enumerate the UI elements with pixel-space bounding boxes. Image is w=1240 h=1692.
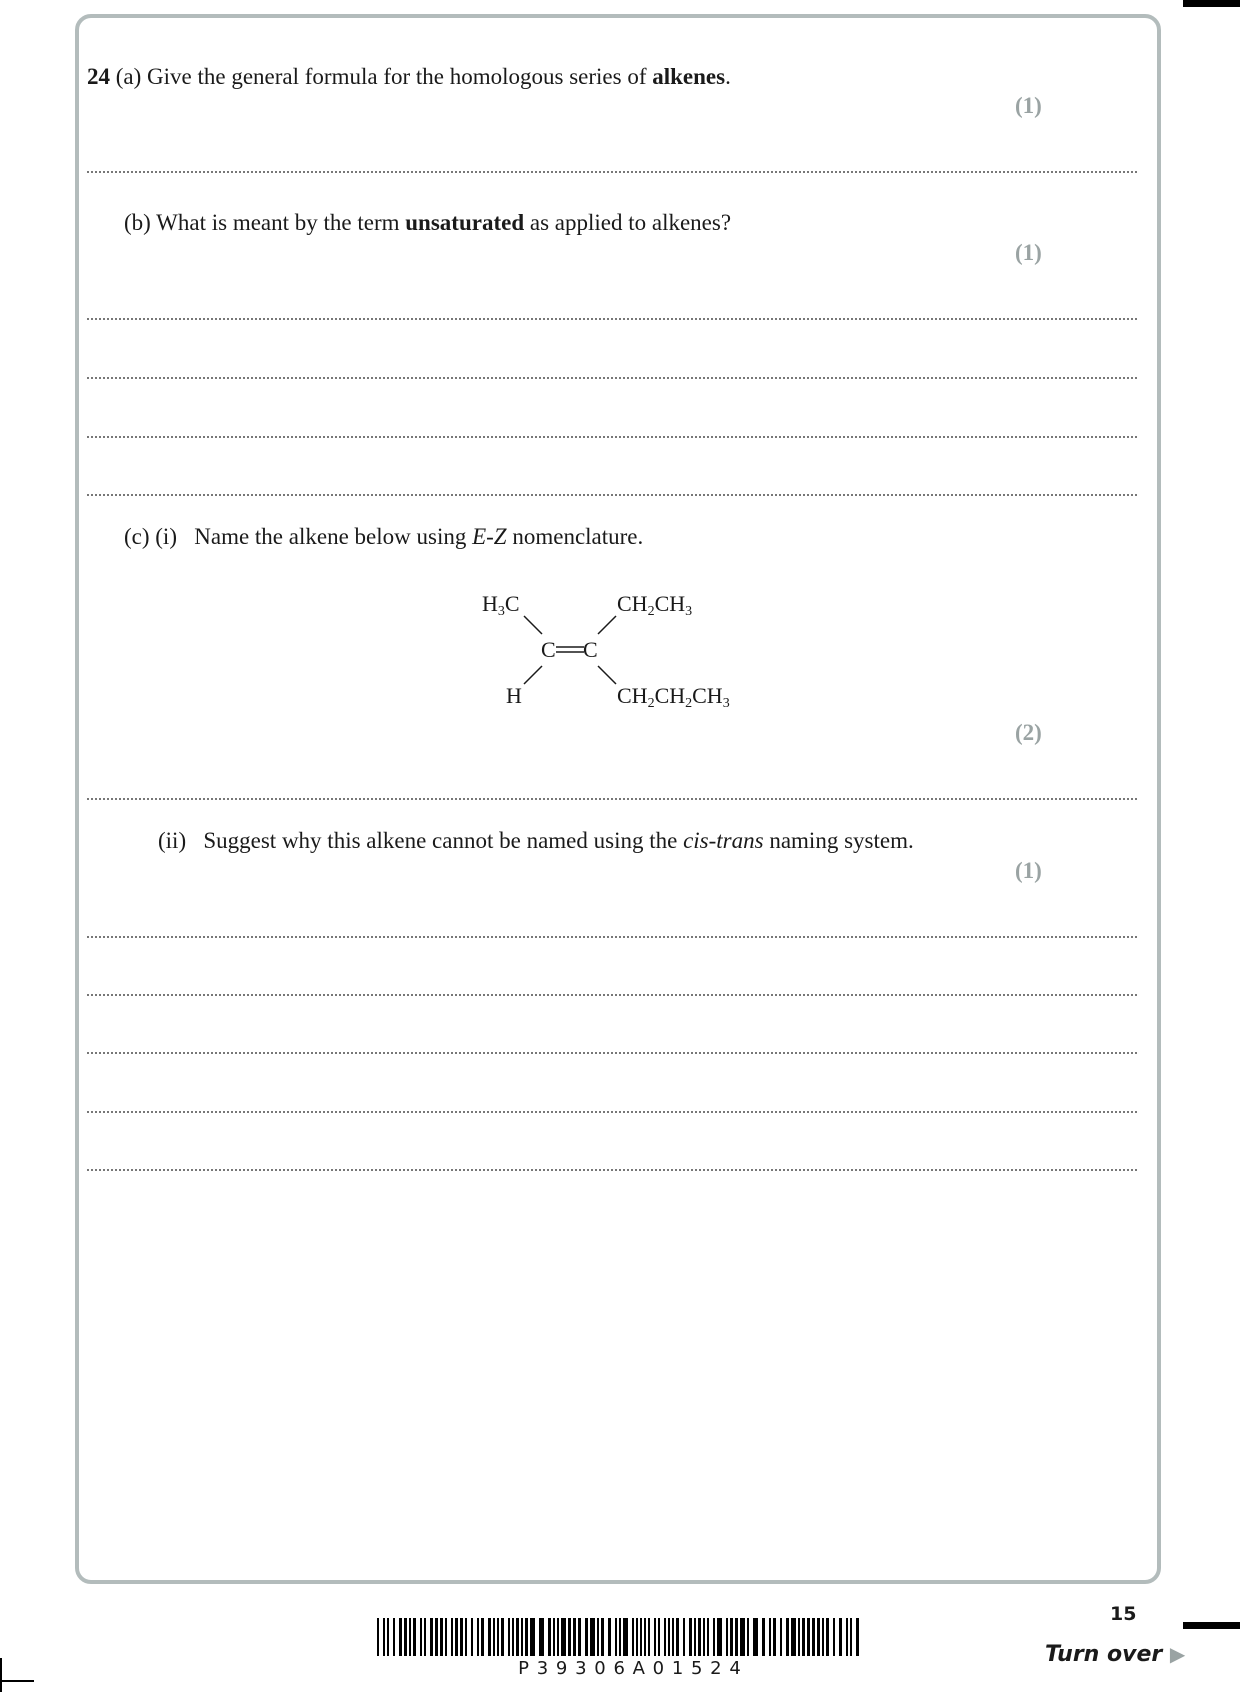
barcode-bar — [445, 1618, 447, 1656]
part-c-i-text: Name the alkene below using — [194, 524, 467, 549]
crop-mark-left — [0, 1658, 2, 1692]
marks-b: (1) — [1015, 240, 1042, 265]
barcode-bar — [578, 1618, 581, 1656]
part-c-ii-label: (ii) — [158, 828, 187, 853]
answer-line-c-ii4[interactable] — [87, 1111, 1137, 1113]
barcode-bar — [548, 1618, 551, 1656]
barcode-bar — [553, 1618, 555, 1656]
turn-over-label: Turn over — [1045, 1642, 1163, 1667]
answer-line-b1[interactable] — [87, 318, 1137, 320]
part-b-label: (b) — [124, 210, 151, 235]
part-c-ii-text: Suggest why this alkene cannot be named using the — [203, 828, 678, 853]
turn-over-text — [1045, 1642, 1185, 1667]
barcode-bar — [713, 1618, 715, 1656]
barcode-bar — [455, 1618, 458, 1656]
barcode-bar — [683, 1618, 685, 1656]
crop-mark-bottom — [0, 1680, 34, 1682]
barcode-bar — [644, 1618, 646, 1656]
barcode-bar — [773, 1618, 776, 1656]
bond-top-right — [598, 616, 616, 634]
barcode-bar — [512, 1618, 514, 1656]
barcode-bar — [850, 1618, 852, 1656]
barcode-bar — [460, 1618, 463, 1656]
answer-line-c-ii1[interactable] — [87, 936, 1137, 938]
marks-c-i: (2) — [1015, 720, 1042, 745]
carbon-left: C — [541, 637, 556, 662]
registration-mark-bottom — [1183, 1622, 1240, 1629]
barcode-bar — [694, 1618, 696, 1656]
barcode-bar — [707, 1618, 709, 1656]
barcode-bar — [822, 1618, 824, 1656]
part-a-text: Give the general formula for the homologous series of — [147, 64, 647, 89]
barcode-bar — [703, 1618, 705, 1656]
barcode-bar — [798, 1618, 800, 1656]
barcode-bar — [780, 1618, 782, 1656]
answer-line-b3[interactable] — [87, 436, 1137, 438]
barcode-bar — [740, 1618, 745, 1656]
barcode-bar — [477, 1618, 479, 1656]
part-c-i-italic: E-Z — [472, 524, 507, 549]
bond-bottom-right — [598, 666, 616, 684]
barcode-bar — [791, 1618, 796, 1656]
barcode-bar — [658, 1618, 660, 1656]
barcode-bar — [383, 1618, 385, 1656]
answer-line-b2[interactable] — [87, 377, 1137, 379]
barcode-bar — [717, 1618, 722, 1656]
barcode-bar — [636, 1618, 638, 1656]
barcode-bar — [539, 1618, 544, 1656]
question-c-i — [124, 523, 643, 551]
barcode-bar — [623, 1618, 628, 1656]
barcode-bar — [668, 1618, 670, 1656]
barcode-bar — [501, 1618, 504, 1656]
barcode-bar — [619, 1618, 621, 1656]
barcode-bar — [846, 1618, 848, 1656]
barcode-bar — [471, 1618, 473, 1656]
barcode-bar — [516, 1618, 519, 1656]
answer-line-c-i1[interactable] — [87, 798, 1137, 800]
barcode-bar — [465, 1618, 467, 1656]
barcode-bar — [409, 1618, 411, 1656]
barcode-bar — [404, 1618, 407, 1656]
barcode-bar — [826, 1618, 829, 1656]
group-bottom-right: $CH_2CH_2CH_3$ — [617, 683, 730, 711]
barcode-bar — [568, 1618, 571, 1656]
part-c-ii-italic: cis-trans — [683, 828, 764, 853]
group-top-right: $CH_2CH_3$ — [617, 591, 693, 619]
barcode-bar — [802, 1618, 805, 1656]
bond-top-left — [524, 616, 542, 634]
barcode-bar — [420, 1618, 422, 1656]
part-b-text: What is meant by the term — [156, 210, 400, 235]
arrow-right-icon: ▶ — [1169, 1642, 1186, 1666]
barcode-bar — [393, 1618, 395, 1656]
answer-line-a1[interactable] — [87, 171, 1137, 173]
group-top-left: $H_3C$ — [482, 591, 520, 619]
barcode-bar — [435, 1618, 438, 1656]
bond-lines — [500, 610, 640, 690]
barcode-bar — [377, 1618, 379, 1656]
group-bottom-left: H — [506, 683, 522, 708]
barcode-bar — [632, 1618, 634, 1656]
barcode-bar — [413, 1618, 416, 1656]
barcode-bar — [585, 1618, 588, 1656]
part-a-tail: . — [725, 64, 731, 89]
barcode-bar — [493, 1618, 495, 1656]
part-b-bold: unsaturated — [405, 210, 525, 235]
barcode-bar — [726, 1618, 728, 1656]
barcode-bar — [735, 1618, 738, 1656]
barcode-bar — [525, 1618, 528, 1656]
barcode-bar — [786, 1618, 789, 1656]
barcode-text: P 3 9 3 0 6 A 0 1 5 2 4 — [518, 1658, 742, 1679]
question-c-ii — [158, 827, 914, 855]
answer-line-b4[interactable] — [87, 494, 1137, 496]
barcode-bar — [769, 1618, 771, 1656]
part-c-ii-tail: naming system. — [769, 828, 914, 853]
answer-line-c-ii5[interactable] — [87, 1169, 1137, 1171]
barcode-bar — [597, 1618, 599, 1656]
barcode-bar — [730, 1618, 733, 1656]
marks-c-ii: (1) — [1015, 858, 1042, 883]
part-a-bold: alkenes — [652, 64, 726, 89]
bond-bottom-left — [524, 666, 542, 684]
barcode-bar — [440, 1618, 443, 1656]
part-c-i-label: (c) (i) — [124, 524, 177, 549]
barcode-bar — [561, 1618, 566, 1656]
barcode-bar — [654, 1618, 656, 1656]
carbon-right: C — [583, 637, 598, 662]
answer-line-c-ii3[interactable] — [87, 1052, 1137, 1054]
part-b-tail: as applied to alkenes? — [529, 210, 732, 235]
barcode-bar — [753, 1618, 758, 1656]
barcode-bar — [481, 1618, 484, 1656]
barcode-bar — [573, 1618, 576, 1656]
question-a — [87, 63, 731, 91]
barcode-bar — [451, 1618, 453, 1656]
barcode-bar — [747, 1618, 749, 1656]
barcode-bar — [676, 1618, 679, 1656]
registration-mark-top — [1183, 0, 1240, 7]
barcode-bar — [601, 1618, 604, 1656]
question-number: 24 — [87, 64, 110, 89]
barcode-bar — [497, 1618, 499, 1656]
barcode-bar — [399, 1618, 402, 1656]
barcode-bar — [590, 1618, 595, 1656]
barcode-bar — [817, 1618, 820, 1656]
page-number: 15 — [1110, 1603, 1137, 1625]
barcode-bar — [521, 1618, 523, 1656]
marks-a: (1) — [1015, 93, 1042, 118]
barcode-bar — [807, 1618, 810, 1656]
question-b — [124, 209, 731, 237]
barcode-bar — [557, 1618, 559, 1656]
barcode-bar — [856, 1618, 859, 1656]
barcode-bar — [387, 1618, 389, 1656]
barcode-bar — [648, 1618, 650, 1656]
barcode-bar — [839, 1618, 842, 1656]
barcode-bar — [672, 1618, 674, 1656]
barcode-bar — [812, 1618, 815, 1656]
part-a-label: (a) — [115, 64, 142, 89]
barcode-bar — [615, 1618, 617, 1656]
barcode-bar — [640, 1618, 642, 1656]
barcode-bar — [664, 1618, 666, 1656]
answer-line-c-ii2[interactable] — [87, 994, 1137, 996]
barcode-bar — [430, 1618, 433, 1656]
barcode-bar — [698, 1618, 701, 1656]
barcode-bar — [608, 1618, 611, 1656]
barcode-bar — [508, 1618, 510, 1656]
barcode-bar — [488, 1618, 491, 1656]
barcode-bar — [762, 1618, 765, 1656]
part-c-i-tail: nomenclature. — [512, 524, 644, 549]
barcode-bar — [689, 1618, 692, 1656]
barcode-bar — [424, 1618, 426, 1656]
barcode-bar — [833, 1618, 835, 1656]
barcode-bar — [530, 1618, 535, 1656]
